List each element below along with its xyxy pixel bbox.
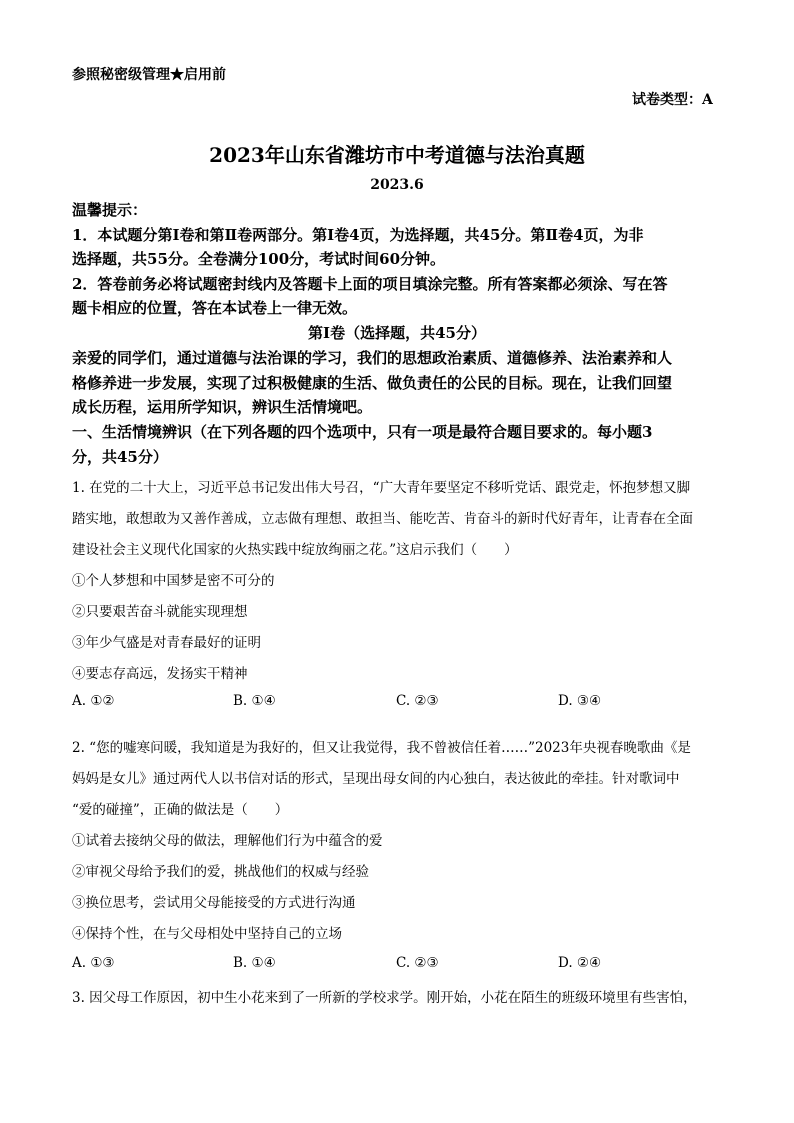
question-statement: ③年少气盛是对青春最好的证明: [72, 635, 261, 651]
part-heading: 一、生活情境辨识（在下列各题的四个选项中，只有一项是最符合题目要求的。每小题3: [72, 423, 653, 441]
question-statement: ④保持个性，在与父母相处中坚持自己的立场: [72, 926, 342, 942]
option-d[interactable]: D. ②④: [558, 955, 602, 971]
question-stem: 2. “您的嘘寒问暖，我知道是为我好的，但又让我觉得，我不曾被信任着……”2023年央视春晚歌曲《是: [72, 740, 691, 756]
tips-line: 选择题，共55分。全卷满分100分，考试时间60分钟。: [72, 250, 446, 268]
question-statement: ④要志存高远，发扬实干精神: [72, 666, 248, 682]
question-stem: 建设社会主义现代化国家的火热实践中绽放绚丽之花。”这启示我们（ ）: [72, 542, 518, 558]
option-a[interactable]: A. ①③: [72, 955, 115, 971]
question-statement: ①个人梦想和中国梦是密不可分的: [72, 573, 275, 589]
option-a[interactable]: A. ①②: [72, 693, 115, 709]
question-statement: ①试着去接纳父母的做法，理解他们行为中蕴含的爱: [72, 833, 383, 849]
option-c[interactable]: C. ②③: [396, 693, 439, 709]
option-b[interactable]: B. ①④: [233, 693, 276, 709]
question-stem: 踏实地，敢想敢为又善作善成，立志做有理想、敢担当、能吃苦、肯奋斗的新时代好青年，让青春在全面: [72, 511, 693, 527]
question-stem: “爱的碰撞”，正确的做法是（ ）: [72, 802, 289, 818]
option-c[interactable]: C. ②③: [396, 955, 439, 971]
question-stem: 妈妈是女儿》通过两代人以书信对话的形式，呈现出母女间的内心独白，表达彼此的牵挂。针对歌词中: [72, 771, 680, 787]
question-stem: 3. 因父母工作原因，初中生小花来到了一所新的学校求学。刚开始，小花在陌生的班级环境里有些害怕，: [72, 990, 697, 1006]
question-statement: ②只要艰苦奋斗就能实现理想: [72, 604, 248, 620]
intro-line: 亲爱的同学们，通过道德与法治课的学习，我们的思想政治素质、道德修养、法治素养和人: [72, 349, 673, 367]
exam-date: 2023.6: [370, 177, 424, 193]
question-stem: 1. 在党的二十大上，习近平总书记发出伟大号召，“广大青年要坚定不移听党话、跟党走，怀抱梦想又脚: [72, 480, 691, 496]
tips-line: 1．本试题分第Ⅰ卷和第Ⅱ卷两部分。第Ⅰ卷4页，为选择题，共45分。第Ⅱ卷4页，为非: [72, 226, 644, 244]
intro-line: 成长历程，运用所学知识，辨识生活情境吧。: [72, 398, 373, 416]
page-title: 2023年山东省潍坊市中考道德与法治真题: [209, 143, 585, 167]
tips-line: 题卡相应的位置，答在本试卷上一律无效。: [72, 299, 358, 317]
section-heading: 第Ⅰ卷（选择题，共45分）: [308, 324, 486, 342]
option-d[interactable]: D. ③④: [558, 693, 602, 709]
option-b[interactable]: B. ①④: [233, 955, 276, 971]
tips-label: 温馨提示：: [72, 201, 148, 219]
part-heading: 分，共45分）: [72, 448, 168, 466]
confidential-label: 参照秘密级管理★启用前: [72, 67, 226, 83]
paper-type-label: 试卷类型：A: [632, 92, 713, 108]
tips-line: 2．答卷前务必将试题密封线内及答题卡上面的项目填涂完整。所有答案都必须涂、写在答: [72, 275, 668, 293]
intro-line: 格修养进一步发展，实现了过积极健康的生活、做负责任的公民的目标。现在，让我们回望: [72, 374, 673, 392]
question-statement: ③换位思考，尝试用父母能接受的方式进行沟通: [72, 895, 356, 911]
question-statement: ②审视父母给予我们的爱，挑战他们的权威与经验: [72, 864, 369, 880]
